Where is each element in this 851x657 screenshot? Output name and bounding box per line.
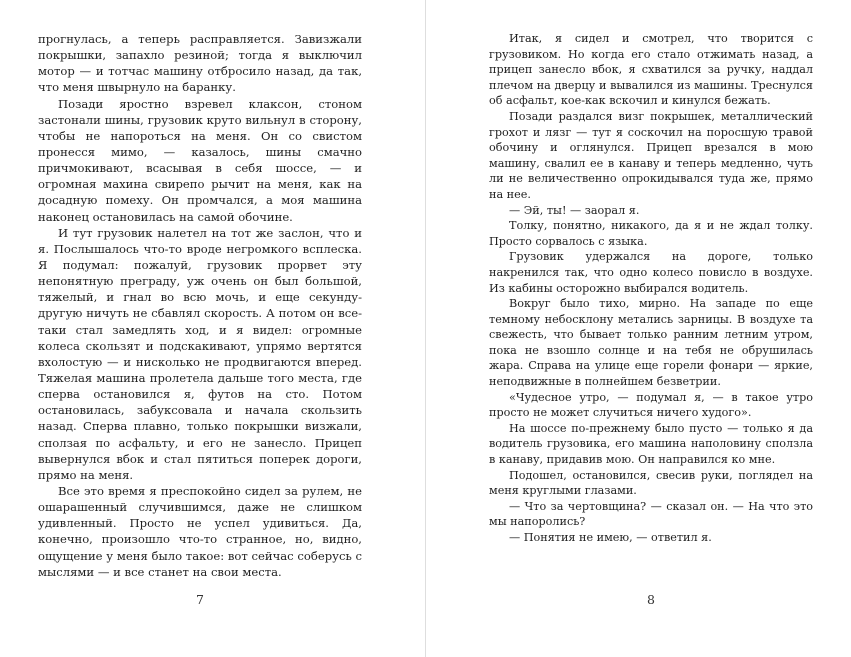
page-number-right: 8 — [647, 592, 655, 607]
right-page — [426, 0, 851, 657]
paragraph: «Чудесное утро, — подумал я, — в такое утро просто не может случиться ничего худого». — [489, 390, 813, 420]
page-number-left: 7 — [196, 592, 204, 607]
paragraph: Подошел, остановился, свесив руки, поглядел на меня круглыми глазами. — [489, 468, 813, 498]
paragraph: прогнулась, а теперь расправляется. Завизжали покрышки, запахло резиной; тогда я выключил мотор — и тотчас машину отбросило назад, да так, что меня швырнуло на баранку. — [38, 32, 362, 95]
paragraph: Позади раздался визг покрышек, металлический грохот и лязг — тут я соскочил на поросшую травой обочину и оглянулся. Прицеп врезался в мою машину, свалил ее в канаву и теперь медленно, чуть ли не величественно опрокидывался туда же, прямо на нее. — [489, 109, 813, 201]
left-page-text — [38, 31, 362, 580]
paragraph: — Эй, ты! — заорал я. — [509, 203, 640, 217]
paragraph: И тут грузовик налетел на тот же заслон, что и я. Послышалось что-то вроде негромкого всплеска. Я подумал: пожалуй, грузовик прорвет эту непонятную преграду, уж очень он был большой, тяжелый, и гнал во всю мочь, и еще секунду-другую ничуть не сбавлял скорость. А потом он все-таки стал замедлять ход, и я видел: огромные колеса скользят и подскакивают, упрямо вертятся вхолостую — и нисколько не продвигаются вперед. Тяжелая машина пролетела дальше того места, где сперва остановился я, футов на сто. Потом остановилась, забуксовала и начала скользить назад. Сперва плавно, только покрышки визжали, сползая по асфальту, и его не занесло. Прицеп вывернулся вбок и стал пятиться поперек дороги, прямо на меня. — [38, 225, 362, 482]
paragraph: Позади яростно взревел клаксон, стоном застонали шины, грузовик круто вильнул в сторону, чтобы не напороться на меня. Он со свистом пронесся мимо, — казалось, шины смачно причмокивают, всасывая в себя шоссе, — и огромная махина свирепо рычит на меня, как на досадную помеху. Он промчался, а моя машина наконец остановилась на самой обочине. — [38, 96, 362, 224]
paragraph: — Что за чертовщина? — сказал он. — На что это мы напоролись? — [489, 499, 813, 529]
paragraph: На шоссе по-прежнему было пусто — только я да водитель грузовика, его машина наполовину сползла в канаву, придавив мою. Он направился ко мне. — [489, 421, 813, 467]
paragraph: Вокруг было тихо, мирно. На западе по еще темному небосклону метались зарницы. В воздухе та свежесть, что бывает только ранним летним утром, пока не взошло солнце и на тебя не обрушилась жара. Справа на улице еще горели фонари — яркие, неподвижные в полнейшем безветрии. — [489, 297, 813, 389]
paragraph: Толку, понятно, никакого, да я и не ждал толку. Просто сорвалось с языка. — [489, 219, 813, 248]
paragraph: Все это время я преспокойно сидел за рулем, не ошарашенный случившимся, даже не слишком удивленный. Просто не успел удивиться. Да, конечно, произошло что-то странное, но, видно, ощущение у меня было такое: вот сейчас соберусь с мыслями — и все станет на свои места. — [38, 483, 362, 579]
paragraph: Грузовик удержался на дороге, только накренился так, что одно колесо повисло в воздухе. Из кабины осторожно выбирался водитель. — [489, 250, 813, 295]
paragraph: Итак, я сидел и смотрел, что творится с грузовиком. Но когда его стало отжимать назад, а прицеп занесло вбок, я схватился за ручку, наддал плечом на дверцу и вывалился из машины. Треснулся об асфальт, кое-как вскочил и кинулся бежать. — [489, 32, 813, 108]
left-page — [0, 0, 425, 657]
paragraph: — Понятия не имею, — ответил я. — [509, 531, 712, 544]
right-page-text — [489, 31, 813, 546]
